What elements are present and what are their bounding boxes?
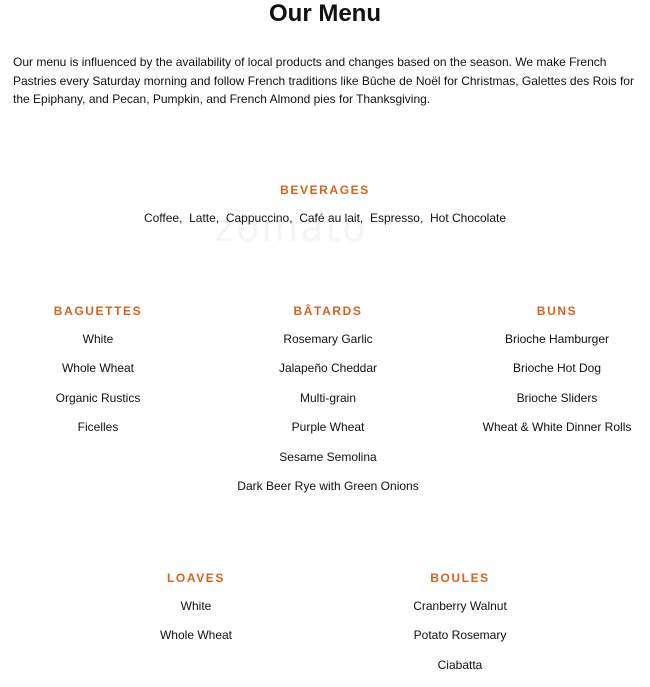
beverage-item: , Espresso — [360, 211, 420, 225]
intro-paragraph: Our menu is influenced by the availability of local products and changes based on the season. We make French Pastries every Saturday morning and follow French traditions like Bûche de Noël for Christmas, Galettes des Rois for the Epiphany, and Pecan, Pumpkin, and French Almond pies for Thanksgiving. — [13, 55, 634, 106]
menu-item: Organic Rustics — [55, 390, 141, 405]
beverages-section — [0, 182, 650, 226]
menu-item: Potato Rosemary — [413, 628, 507, 643]
baguettes-heading: BAGUETTES — [53, 304, 143, 318]
batards-heading: BÂTARDS — [293, 304, 363, 318]
menu-item: Ficelles — [77, 420, 119, 435]
beverages-heading: BEVERAGES — [280, 183, 370, 197]
menu-item: Rosemary Garlic — [283, 332, 373, 346]
menu-item: Wheat & White Dinner Rolls — [482, 420, 632, 435]
menu-item: Brioche Hamburger — [504, 332, 610, 346]
beverage-item: , Cappuccino — [216, 211, 289, 225]
buns-heading: BUNS — [536, 304, 578, 318]
menu-item: Sesame Semolina — [279, 449, 377, 464]
menu-item: Brioche Hot Dog — [512, 361, 602, 376]
menu-item: Whole Wheat — [159, 628, 233, 643]
loaves-section — [96, 570, 296, 643]
page-title: Our Menu — [269, 0, 381, 27]
menu-item: Dark Beer Rye with Green Onions — [237, 478, 419, 493]
menu-item: Whole Wheat — [61, 361, 135, 376]
menu-item: White — [82, 332, 114, 346]
boules-section — [360, 570, 560, 673]
buns-section — [462, 303, 650, 435]
beverages-list — [0, 210, 650, 226]
menu-item: Cranberry Walnut — [413, 599, 507, 613]
loaves-heading: LOAVES — [166, 571, 226, 585]
boules-heading: BOULES — [430, 571, 490, 585]
menu-item: Ciabatta — [437, 657, 483, 672]
beverage-item: , Café au lait — [289, 211, 360, 225]
menu-item: Purple Wheat — [291, 420, 365, 435]
beverage-item: , Latte — [179, 211, 216, 225]
beverage-item: Coffee — [143, 211, 180, 225]
beverage-item: , Hot Chocolate — [420, 211, 506, 225]
baguettes-section — [0, 303, 196, 435]
menu-item: Multi-grain — [299, 390, 356, 405]
menu-item: Brioche Sliders — [516, 390, 598, 405]
menu-item: White — [180, 599, 212, 613]
batards-section — [208, 303, 448, 494]
menu-item: Jalapeño Cheddar — [278, 361, 378, 376]
